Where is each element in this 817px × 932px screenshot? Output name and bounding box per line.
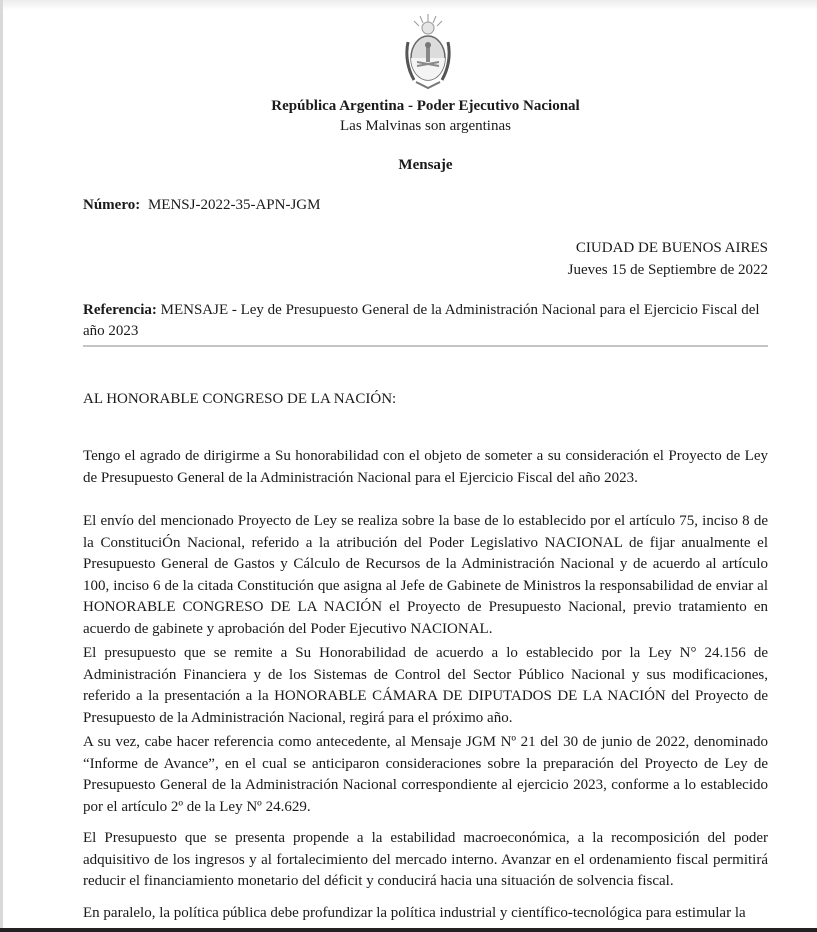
numero-line (83, 197, 320, 214)
header-subtitle: Las Malvinas son argentinas (340, 118, 511, 134)
referencia-value: MENSAJE - Ley de Presupuesto General de la Administración Nacional para el Ejercicio Fiscal del año 2023 (83, 302, 760, 339)
coat-of-arms-argentina-icon (402, 12, 454, 94)
date: Jueves 15 de Septiembre de 2022 (567, 262, 768, 278)
city: CIUDAD DE BUENOS AIRES (575, 240, 768, 256)
numero-value: MENSJ-2022-35-APN-JGM (147, 197, 321, 213)
paragraph-3: El presupuesto que se remite a Su Honorabilidad de acuerdo a lo establecido por la Ley N° 24.156 de Administración Financiera y de los Sistemas de Control del Sector Público Nacional y sus modificaciones, referido a la presentación a la HONORABLE CÁMARA DE DIPUTADOS DE LA NACIÓN del Proyecto de Presupuesto de la Administración Nacional, regirá para el próximo año. (83, 645, 768, 726)
numero-label: Número: (83, 197, 141, 213)
paragraph-6: En paralelo, la política pública debe profundizar la política industrial y científico-tecnológica para estimular la (83, 905, 746, 921)
referencia-line (83, 300, 768, 342)
header-title: República Argentina - Poder Ejecutivo Nacional (271, 98, 580, 114)
left-edge (0, 0, 3, 932)
top-shade (0, 0, 817, 10)
paragraph-5: El Presupuesto que se presenta propende a la estabilidad macroeconómica, a la recomposición del poder adquisitivo de los ingresos y al fortalecimiento del mercado interno. Avanzar en el ordenamiento fiscal permitirá reducir el financiamiento monetario del déficit y conducirá hacia una situación de solvencia fiscal. (83, 830, 768, 889)
divider (83, 345, 768, 347)
bottom-bar (0, 928, 817, 932)
paragraph-4: A su vez, cabe hacer referencia como antecedente, al Mensaje JGM Nº 21 del 30 de junio de 2022, denominado “Informe de Avance”, en el cual se anticiparon consideraciones sobre la preparación del Proyecto de Ley de Presupuesto General de la Administración Nacional correspondiente al ejercicio 2023, conforme a lo establecido por el artículo 2º de la Ley Nº 24.629. (83, 734, 768, 815)
paragraph-2: El envío del mencionado Proyecto de Ley se realiza sobre la base de lo establecido por el artículo 75, inciso 8 de la ConstituciÓn Nacional, referido a la atribución del Poder Legislativo NACIONAL de fijar anualmente el Presupuesto General de Gastos y Cálculo de Recursos de la Administración Nacional y de acuerdo al artículo 100, inciso 6 de la citada Constitución que asigna al Jefe de Gabinete de Ministros la responsabilidad de enviar al HONORABLE CONGRESO DE LA NACIÓN el Proyecto de Presupuesto Nacional, previo tratamiento en acuerdo de gabinete y aprobación del Poder Ejecutivo NACIONAL. (83, 513, 768, 637)
document-type: Mensaje (398, 157, 453, 173)
salutation: AL HONORABLE CONGRESO DE LA NACIÓN: (83, 391, 397, 407)
paragraph-1: Tengo el agrado de dirigirme a Su honorabilidad con el objeto de someter a su consideración el Proyecto de Ley de Presupuesto General de la Administración Nacional para el Ejercicio Fiscal del año 2023. (83, 448, 768, 486)
referencia-label: Referencia: (83, 302, 157, 318)
